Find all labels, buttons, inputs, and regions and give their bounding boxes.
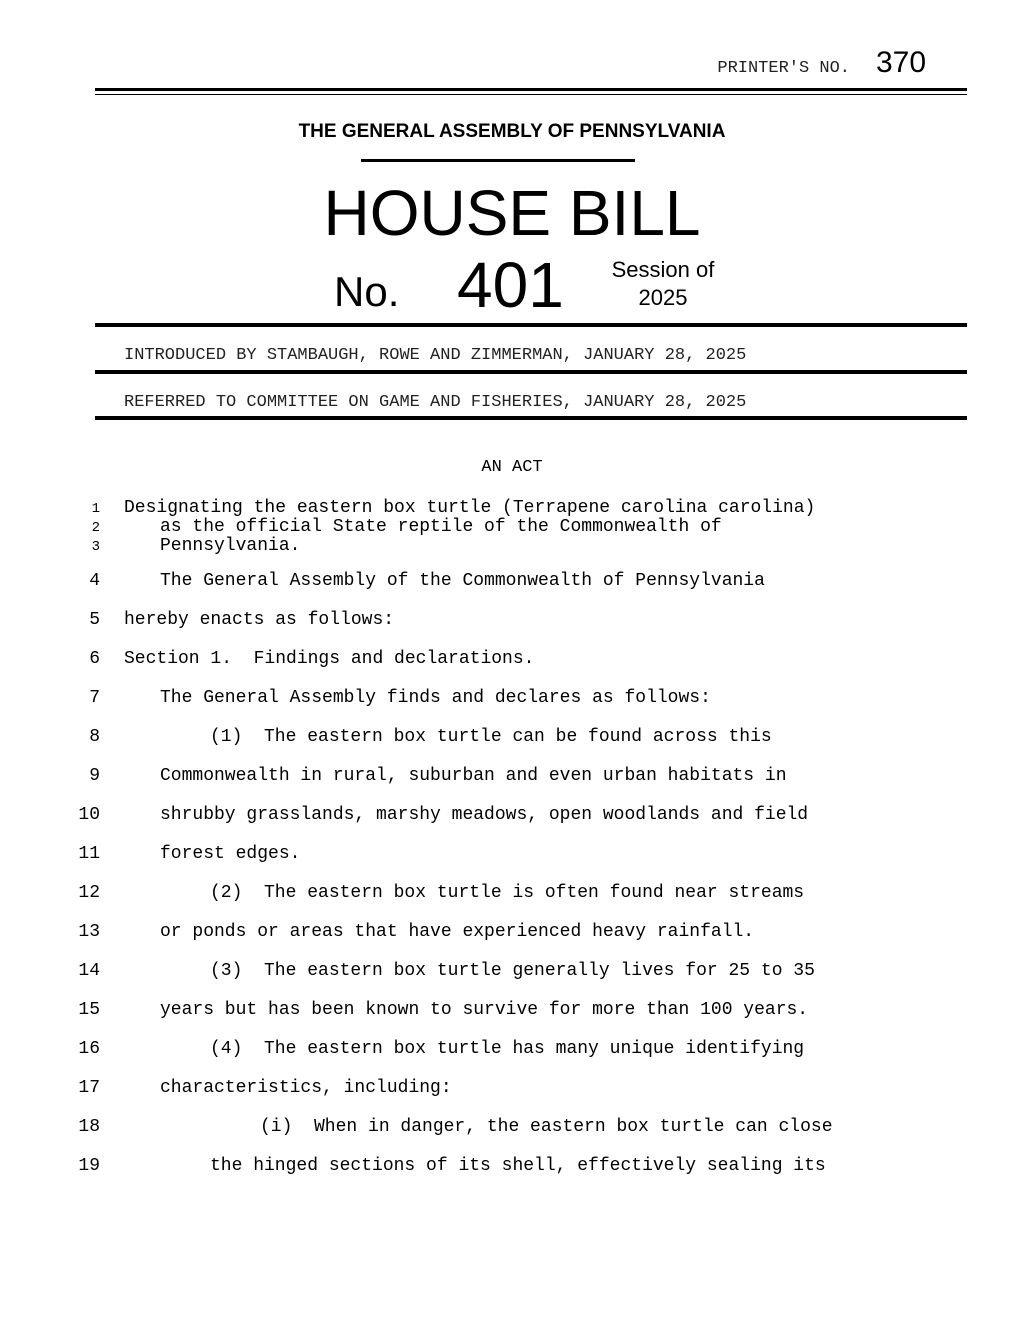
line-number: 3	[91, 539, 100, 555]
meta-rule-1	[95, 370, 967, 374]
line-number: 17	[78, 1078, 100, 1098]
body-line: shrubby grasslands, marshy meadows, open woodlands and field	[160, 805, 809, 825]
title-rule	[95, 323, 967, 327]
line-number: 9	[89, 766, 100, 786]
line-number: 7	[89, 688, 100, 708]
line-number: 2	[91, 520, 100, 536]
header-rule-thick	[95, 88, 967, 91]
referred-line: REFERRED TO COMMITTEE ON GAME AND FISHERIES, JANUARY 28, 2025	[124, 393, 747, 412]
body-line: forest edges.	[160, 844, 301, 864]
meta-rule-2	[95, 416, 967, 420]
title-line: Pennsylvania.	[160, 536, 301, 556]
body-line: (1) The eastern box turtle can be found across this	[210, 727, 772, 747]
line-number: 6	[89, 649, 100, 669]
line-number: 19	[78, 1156, 100, 1176]
body-line: hereby enacts as follows:	[124, 610, 395, 630]
section-heading: Section 1. Findings and declarations.	[124, 649, 535, 669]
assembly-heading: THE GENERAL ASSEMBLY OF PENNSYLVANIA	[298, 121, 726, 142]
body-line: the hinged sections of its shell, effectively sealing its	[210, 1156, 826, 1176]
line-number: 13	[78, 922, 100, 942]
line-number: 15	[78, 1000, 100, 1020]
body-line: (i) When in danger, the eastern box turtle can close	[260, 1117, 833, 1137]
line-number: 8	[89, 727, 100, 747]
line-number: 5	[89, 610, 100, 630]
body-line: characteristics, including:	[160, 1078, 452, 1098]
document-type-title: HOUSE BILL	[323, 177, 701, 249]
line-number: 18	[78, 1117, 100, 1137]
line-number: 14	[78, 961, 100, 981]
bill-number-label: No.	[334, 268, 400, 315]
line-number: 12	[78, 883, 100, 903]
introduced-line: INTRODUCED BY STAMBAUGH, ROWE AND ZIMMERMAN, JANUARY 28, 2025	[124, 346, 747, 365]
line-number: 1	[91, 501, 100, 517]
body-line: (4) The eastern box turtle has many unique identifying	[210, 1039, 805, 1059]
body-line: The General Assembly finds and declares as follows:	[160, 688, 711, 708]
title-line: as the official State reptile of the Commonwealth of	[160, 517, 722, 537]
session-label: Session of	[611, 257, 715, 282]
session-year: 2025	[638, 285, 688, 310]
printers-number-label: PRINTER'S NO.	[717, 59, 850, 78]
line-number: 10	[78, 805, 100, 825]
line-number: 4	[89, 571, 100, 591]
body-line: Commonwealth in rural, suburban and even urban habitats in	[160, 766, 787, 786]
body-line: or ponds or areas that have experienced heavy rainfall.	[160, 922, 755, 942]
body-line: (3) The eastern box turtle generally lives for 25 to 35	[210, 961, 815, 981]
line-number: 11	[78, 844, 100, 864]
line-number: 16	[78, 1039, 100, 1059]
body-line: The General Assembly of the Commonwealth of Pennsylvania	[160, 571, 765, 591]
session-info	[607, 256, 719, 312]
printers-number: 370	[876, 46, 927, 79]
act-heading: AN ACT	[481, 458, 543, 477]
title-line: Designating the eastern box turtle (Terrapene carolina carolina)	[124, 498, 816, 518]
body-line: (2) The eastern box turtle is often found near streams	[210, 883, 805, 903]
bill-number: 401	[457, 249, 564, 321]
assembly-underline	[361, 159, 635, 162]
header-rule-thin	[95, 94, 967, 95]
body-line: years but has been known to survive for more than 100 years.	[160, 1000, 809, 1020]
